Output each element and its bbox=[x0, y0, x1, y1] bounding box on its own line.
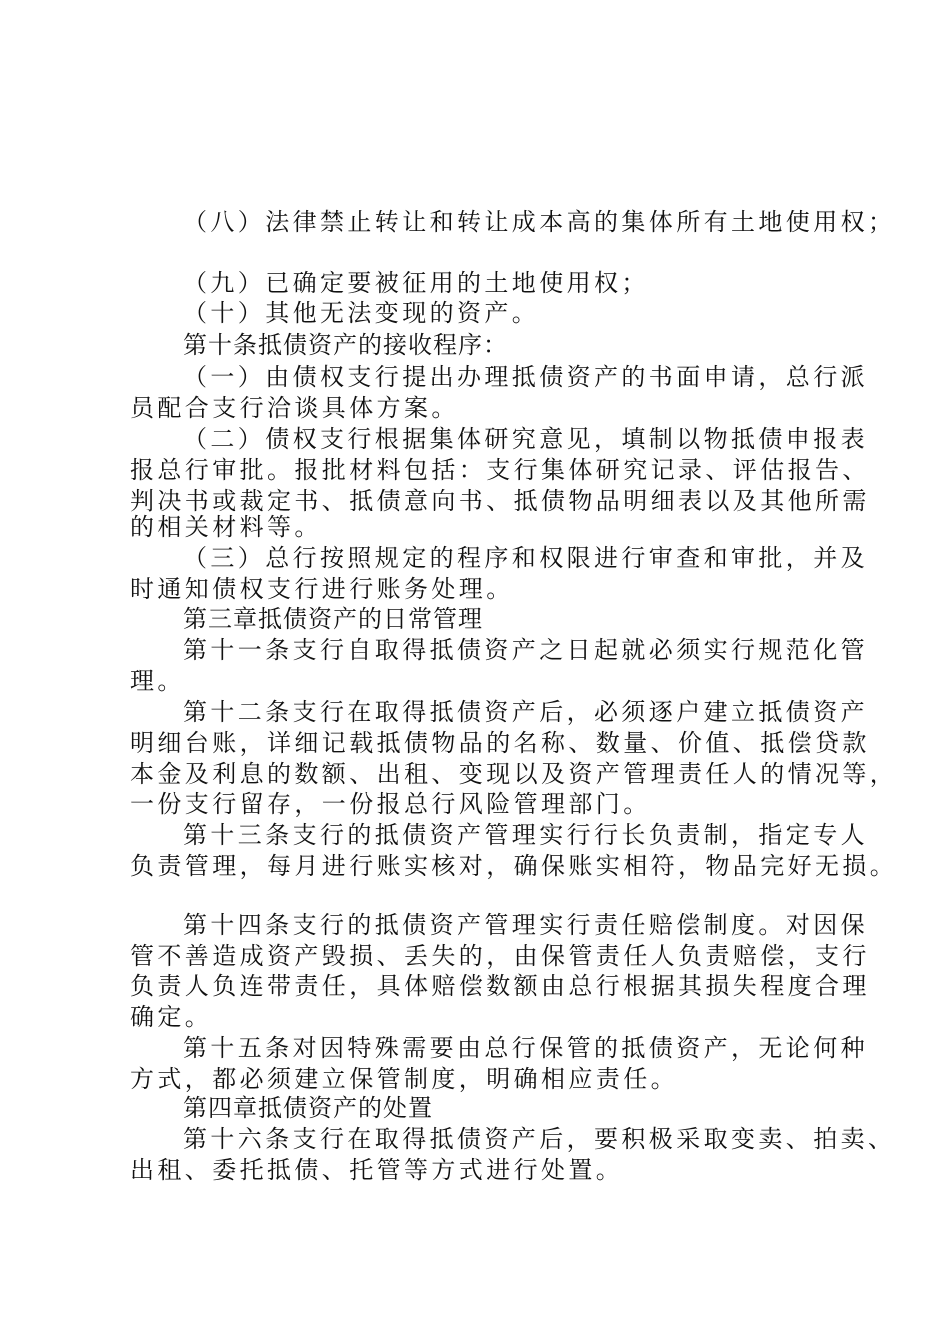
paragraph-line: 确定。 bbox=[130, 1003, 213, 1031]
paragraph-line: 本金及利息的数额、出租、变现以及资产管理责任人的情况等， bbox=[130, 760, 898, 788]
paragraph-line: 第十四条支行的抵债资产管理实行责任赔偿制度。对因保 bbox=[183, 911, 868, 939]
paragraph-line: 一份支行留存，一份报总行风险管理部门。 bbox=[130, 790, 651, 818]
paragraph-line: 方式，都必须建立保管制度，明确相应责任。 bbox=[130, 1065, 678, 1093]
paragraph-line: 报总行审批。报批材料包括：支行集体研究记录、评估报告、 bbox=[130, 456, 870, 484]
paragraph-line: （九）已确定要被征用的土地使用权； bbox=[183, 269, 649, 297]
paragraph-line: 员配合支行洽谈具体方案。 bbox=[130, 394, 459, 422]
paragraph-line: 时通知债权支行进行账务处理。 bbox=[130, 575, 514, 603]
paragraph-line: 第十一条支行自取得抵债资产之日起就必须实行规范化管 bbox=[183, 636, 868, 664]
paragraph-line: 明细台账，详细记载抵债物品的名称、数量、价值、抵偿贷款 bbox=[130, 729, 870, 757]
paragraph-line: （一）由债权支行提出办理抵债资产的书面申请，总行派 bbox=[183, 363, 868, 391]
paragraph-line: （八）法律禁止转让和转让成本高的集体所有土地使用权； bbox=[183, 208, 896, 236]
paragraph-line: 第十二条支行在取得抵债资产后，必须逐户建立抵债资产 bbox=[183, 698, 868, 726]
paragraph-line: 出租、委托抵债、托管等方式进行处置。 bbox=[130, 1156, 624, 1184]
paragraph-line: （二）债权支行根据集体研究意见，填制以物抵债申报表 bbox=[183, 425, 868, 453]
paragraph-line: 判决书或裁定书、抵债意向书、抵债物品明细表以及其他所需 bbox=[130, 487, 870, 515]
paragraph-line: （三）总行按照规定的程序和权限进行审查和审批，并及 bbox=[183, 544, 868, 572]
chapter-heading: 第三章抵债资产的日常管理 bbox=[183, 605, 483, 633]
paragraph-line: 第十六条支行在取得抵债资产后，要积极采取变卖、拍卖、 bbox=[183, 1125, 896, 1153]
paragraph-line: 第十五条对因特殊需要由总行保管的抵债资产，无论何种 bbox=[183, 1034, 868, 1062]
paragraph-line: 负责人负连带责任，具体赔偿数额由总行根据其损失程度合理 bbox=[130, 972, 870, 1000]
paragraph-line: （十）其他无法变现的资产。 bbox=[183, 299, 540, 327]
article-heading: 第十条抵债资产的接收程序： bbox=[183, 331, 508, 359]
paragraph-line: 理。 bbox=[130, 667, 185, 695]
paragraph-line: 第十三条支行的抵债资产管理实行行长负责制，指定专人 bbox=[183, 821, 868, 849]
paragraph-line: 管不善造成资产毁损、丢失的，由保管责任人负责赔偿，支行 bbox=[130, 942, 870, 970]
paragraph-line: 的相关材料等。 bbox=[130, 513, 322, 541]
paragraph-line: 负责管理，每月进行账实核对，确保账实相符，物品完好无损。 bbox=[130, 852, 898, 880]
chapter-heading: 第四章抵债资产的处置 bbox=[183, 1094, 433, 1122]
